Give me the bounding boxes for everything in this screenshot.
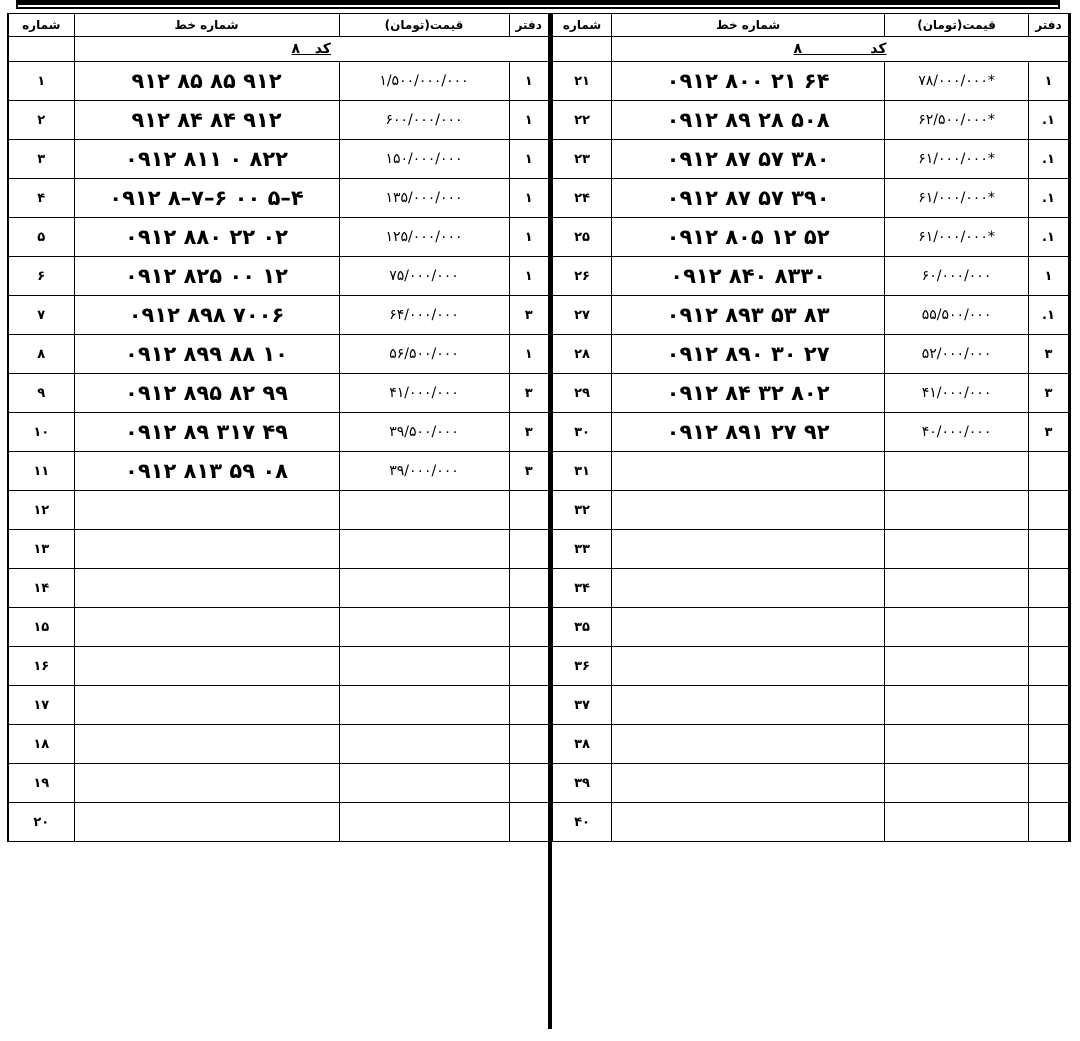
table-row	[8, 101, 549, 140]
book-code	[509, 530, 549, 569]
book-code	[1028, 764, 1069, 803]
phone-number	[612, 608, 885, 647]
table-row	[552, 686, 1070, 725]
phone-number	[612, 491, 885, 530]
book-code	[509, 686, 549, 725]
phone-number	[612, 764, 885, 803]
book-code	[509, 647, 549, 686]
row-number: ۳۰	[552, 413, 612, 452]
price-value	[885, 803, 1029, 842]
price-value	[339, 569, 509, 608]
phone-number	[74, 647, 339, 686]
price-value	[339, 764, 509, 803]
price-value: ۱/۵۰۰/۰۰۰/۰۰۰	[339, 62, 509, 101]
row-number: ۳۴	[552, 569, 612, 608]
phone-number: ۰۹۱۲ ۸۹ ۲۸ ۵۰۸	[612, 101, 885, 140]
price-value: ۴۱/۰۰۰/۰۰۰	[339, 374, 509, 413]
phone-number: ۹۱۲ ۸۴ ۸۴ ۹۱۲	[74, 101, 339, 140]
price-value: ۶۰۰/۰۰۰/۰۰۰	[339, 101, 509, 140]
header-line: شماره خط	[612, 14, 885, 37]
row-number: ۳	[8, 140, 74, 179]
table-row	[552, 140, 1070, 179]
book-code: ۱	[1028, 257, 1069, 296]
price-value	[885, 725, 1029, 764]
phone-number	[612, 803, 885, 842]
left-table	[7, 13, 550, 842]
row-number: ۱۱	[8, 452, 74, 491]
phone-number	[612, 725, 885, 764]
row-number: ۵	[8, 218, 74, 257]
phone-number: ۰۹۱۲ ۸۲۵ ۰۰ ۱۲	[74, 257, 339, 296]
phone-number	[74, 569, 339, 608]
row-number: ۱۲	[8, 491, 74, 530]
phone-number	[74, 491, 339, 530]
price-value	[339, 647, 509, 686]
book-code: ۳	[509, 413, 549, 452]
book-code	[1028, 530, 1069, 569]
table-row	[552, 725, 1070, 764]
row-number: ۲۱	[552, 62, 612, 101]
phone-number: ۰۹۱۲ ۸۸۰ ۲۲ ۰۲	[74, 218, 339, 257]
table-row	[552, 647, 1070, 686]
table-row	[552, 452, 1070, 491]
table-row	[552, 62, 1070, 101]
row-number: ۳۱	[552, 452, 612, 491]
book-code	[1028, 647, 1069, 686]
phone-number	[612, 530, 885, 569]
row-number: ۹	[8, 374, 74, 413]
row-number: ۴	[8, 179, 74, 218]
table-row	[8, 140, 549, 179]
price-value: ۳۹/۰۰۰/۰۰۰	[339, 452, 509, 491]
phone-number	[74, 725, 339, 764]
phone-number: ۰۹۱۲ ۸۷ ۵۷ ۳۸۰	[612, 140, 885, 179]
row-number: ۸	[8, 335, 74, 374]
table-row	[552, 608, 1070, 647]
row-number: ۳۲	[552, 491, 612, 530]
table-row	[8, 686, 549, 725]
row-number: ۳۹	[552, 764, 612, 803]
book-code	[509, 725, 549, 764]
table-row	[552, 101, 1070, 140]
book-code: ۱	[509, 335, 549, 374]
price-value: ۶۱/۰۰۰/۰۰۰*	[885, 140, 1029, 179]
phone-number: ۰۹۱۲ ۸۹۸ ۷۰۰۶	[74, 296, 339, 335]
table-row	[8, 647, 549, 686]
book-code	[509, 569, 549, 608]
phone-number: ۰۹۱۲ ۸۴۰ ۸۳۳۰	[612, 257, 885, 296]
row-number: ۲	[8, 101, 74, 140]
phone-number: ۰۹۱۲ ۸۱۳ ۵۹ ۰۸	[74, 452, 339, 491]
header-price: قیمت(تومان)	[885, 14, 1029, 37]
row-number: ۱۳	[8, 530, 74, 569]
table-row	[8, 725, 549, 764]
price-value	[339, 686, 509, 725]
row-number: ۲۲	[552, 101, 612, 140]
price-value: ۶۰/۰۰۰/۰۰۰	[885, 257, 1029, 296]
header-price: قیمت(تومان)	[339, 14, 509, 37]
book-code: ۳	[509, 374, 549, 413]
book-code: .۱	[1028, 101, 1069, 140]
price-value	[885, 530, 1029, 569]
price-value	[885, 686, 1029, 725]
header-book: دفتر	[1028, 14, 1069, 37]
book-code: ۱	[1028, 62, 1069, 101]
table-row	[8, 179, 549, 218]
table-row	[8, 491, 549, 530]
price-value: ۷۸/۰۰۰/۰۰۰*	[885, 62, 1029, 101]
book-code	[1028, 725, 1069, 764]
phone-number	[74, 803, 339, 842]
price-value: ۱۵۰/۰۰۰/۰۰۰	[339, 140, 509, 179]
table-row	[8, 374, 549, 413]
book-code	[1028, 452, 1069, 491]
row-number: ۲۰	[8, 803, 74, 842]
header-number: شماره	[552, 14, 612, 37]
book-code: ۳	[509, 452, 549, 491]
row-number: ۱۰	[8, 413, 74, 452]
table-row	[8, 296, 549, 335]
header-line: شماره خط	[74, 14, 339, 37]
right-table-body	[552, 14, 1070, 842]
row-number: ۳۷	[552, 686, 612, 725]
price-value: ۵۶/۵۰۰/۰۰۰	[339, 335, 509, 374]
price-value	[339, 725, 509, 764]
book-code	[1028, 491, 1069, 530]
price-value	[885, 569, 1029, 608]
row-number: ۲۴	[552, 179, 612, 218]
row-number: ۳۵	[552, 608, 612, 647]
book-code	[1028, 803, 1069, 842]
phone-number: ۰۹۱۲ ۸۷ ۵۷ ۳۹۰	[612, 179, 885, 218]
book-code: .۱	[1028, 296, 1069, 335]
header-book: دفتر	[509, 14, 549, 37]
phone-number	[74, 608, 339, 647]
left-table-body	[8, 14, 549, 842]
table-row	[552, 296, 1070, 335]
row-number: ۲۵	[552, 218, 612, 257]
book-code: ۱	[509, 140, 549, 179]
table-row	[8, 452, 549, 491]
book-code: ۱	[509, 101, 549, 140]
price-value: ۶۱/۰۰۰/۰۰۰*	[885, 218, 1029, 257]
code-label: کد ۸	[612, 37, 1070, 62]
table-row	[8, 530, 549, 569]
book-code: ۳	[1028, 413, 1069, 452]
phone-number: ۰۹۱۲ ۸۹۰ ۳۰ ۲۷	[612, 335, 885, 374]
row-number: ۱	[8, 62, 74, 101]
price-value	[885, 764, 1029, 803]
book-code: .۱	[1028, 179, 1069, 218]
phone-number	[612, 452, 885, 491]
price-value	[885, 608, 1029, 647]
price-value: ۳۹/۵۰۰/۰۰۰	[339, 413, 509, 452]
book-code: ۱	[509, 257, 549, 296]
book-code: ۳	[1028, 335, 1069, 374]
book-code	[509, 803, 549, 842]
price-value: ۱۳۵/۰۰۰/۰۰۰	[339, 179, 509, 218]
book-code: ۱	[509, 218, 549, 257]
book-code: .۱	[1028, 218, 1069, 257]
table-row	[552, 803, 1070, 842]
price-value	[885, 647, 1029, 686]
row-number: ۱۷	[8, 686, 74, 725]
table-row	[8, 335, 549, 374]
table-row	[8, 569, 549, 608]
table-row	[8, 218, 549, 257]
table-row	[8, 413, 549, 452]
book-code: ۳	[1028, 374, 1069, 413]
book-code: .۱	[1028, 140, 1069, 179]
phone-number	[74, 530, 339, 569]
book-code	[509, 764, 549, 803]
table-row	[552, 530, 1070, 569]
phone-number	[74, 686, 339, 725]
table-row	[552, 257, 1070, 296]
table-row	[552, 179, 1070, 218]
phone-number	[612, 647, 885, 686]
code-label: کد ۸	[74, 37, 549, 62]
row-number: ۶	[8, 257, 74, 296]
row-number: ۳۸	[552, 725, 612, 764]
row-number: ۲۷	[552, 296, 612, 335]
phone-number: ۰۹۱۲ ۸۰۵ ۱۲ ۵۲	[612, 218, 885, 257]
book-code	[509, 608, 549, 647]
phone-number: ۰۹۱۲ ۸۹۳ ۵۳ ۸۳	[612, 296, 885, 335]
row-number: ۲۸	[552, 335, 612, 374]
price-value: ۷۵/۰۰۰/۰۰۰	[339, 257, 509, 296]
book-code	[1028, 608, 1069, 647]
row-number: ۱۸	[8, 725, 74, 764]
phone-number: ۰۹۱۲ ۸۱۱ ۰ ۸۲۲	[74, 140, 339, 179]
header-number: شماره	[8, 14, 74, 37]
table-row	[552, 764, 1070, 803]
phone-number: ۰۹۱۲ ۸–۷–۶ ۰۰ ۵–۴	[74, 179, 339, 218]
price-value: ۵۵/۵۰۰/۰۰۰	[885, 296, 1029, 335]
row-number: ۷	[8, 296, 74, 335]
price-value: ۶۴/۰۰۰/۰۰۰	[339, 296, 509, 335]
phone-number: ۹۱۲ ۸۵ ۸۵ ۹۱۲	[74, 62, 339, 101]
price-value	[885, 491, 1029, 530]
phone-number: ۰۹۱۲ ۸۹۹ ۸۸ ۱۰	[74, 335, 339, 374]
row-number: ۲۹	[552, 374, 612, 413]
row-number: ۲۶	[552, 257, 612, 296]
price-value: ۴۱/۰۰۰/۰۰۰	[885, 374, 1029, 413]
row-number: ۱۴	[8, 569, 74, 608]
table-row	[8, 62, 549, 101]
row-number: ۱۹	[8, 764, 74, 803]
book-code: ۳	[509, 296, 549, 335]
price-value	[339, 608, 509, 647]
price-value: ۱۲۵/۰۰۰/۰۰۰	[339, 218, 509, 257]
price-list-sheet	[7, 13, 1071, 1029]
phone-number: ۰۹۱۲ ۸۹۱ ۲۷ ۹۲	[612, 413, 885, 452]
price-value	[885, 452, 1029, 491]
price-value: ۶۲/۵۰۰/۰۰۰*	[885, 101, 1029, 140]
row-number: ۳۶	[552, 647, 612, 686]
table-row	[8, 257, 549, 296]
phone-number: ۰۹۱۲ ۸۰۰ ۲۱ ۶۴	[612, 62, 885, 101]
table-row	[552, 491, 1070, 530]
phone-number: ۰۹۱۲ ۸۴ ۳۲ ۸۰۲	[612, 374, 885, 413]
price-value	[339, 803, 509, 842]
row-number: ۱۶	[8, 647, 74, 686]
book-code: ۱	[509, 62, 549, 101]
price-value	[339, 491, 509, 530]
table-row	[552, 335, 1070, 374]
row-number: ۱۵	[8, 608, 74, 647]
phone-number	[612, 569, 885, 608]
book-code	[1028, 569, 1069, 608]
table-row	[552, 374, 1070, 413]
top-border-bar	[16, 0, 1060, 9]
phone-number	[612, 686, 885, 725]
table-row	[8, 803, 549, 842]
phone-number: ۰۹۱۲ ۸۹ ۳۱۷ ۴۹	[74, 413, 339, 452]
table-row	[8, 608, 549, 647]
table-row	[8, 764, 549, 803]
row-number: ۴۰	[552, 803, 612, 842]
price-value: ۵۲/۰۰۰/۰۰۰	[885, 335, 1029, 374]
row-number: ۲۳	[552, 140, 612, 179]
price-value	[339, 530, 509, 569]
row-number: ۳۳	[552, 530, 612, 569]
right-table	[551, 13, 1071, 842]
table-row	[552, 413, 1070, 452]
table-row	[552, 569, 1070, 608]
phone-number	[74, 764, 339, 803]
price-value: ۴۰/۰۰۰/۰۰۰	[885, 413, 1029, 452]
price-value: ۶۱/۰۰۰/۰۰۰*	[885, 179, 1029, 218]
book-code	[1028, 686, 1069, 725]
book-code	[509, 491, 549, 530]
table-row	[552, 218, 1070, 257]
phone-number: ۰۹۱۲ ۸۹۵ ۸۲ ۹۹	[74, 374, 339, 413]
book-code: ۱	[509, 179, 549, 218]
